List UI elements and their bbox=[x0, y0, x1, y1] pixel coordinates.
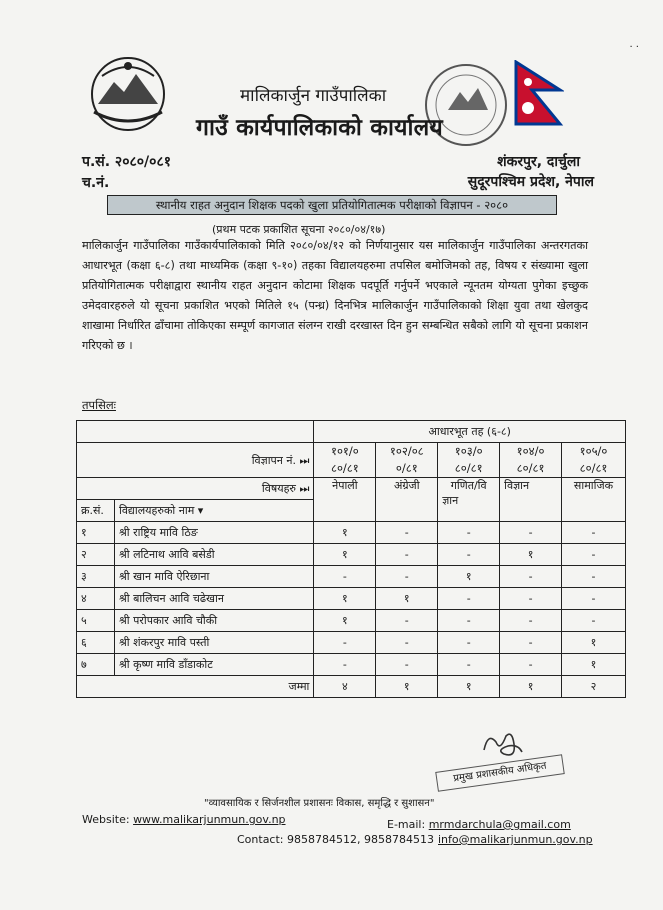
col-school-header: विद्यालयहरुको नाम ▾ bbox=[114, 500, 313, 522]
col-sn-header: क्र.सं. bbox=[77, 500, 115, 522]
row-count-cell: १ bbox=[500, 544, 562, 566]
row-school-name: श्री राष्ट्रिय मावि ठिङ bbox=[114, 522, 313, 544]
row-sn: ४ bbox=[77, 588, 115, 610]
row-count-cell: - bbox=[500, 632, 562, 654]
signature-mark bbox=[478, 728, 526, 762]
row-school-name: श्री बालिचन आवि चढेखान bbox=[114, 588, 313, 610]
row-sn: ५ bbox=[77, 610, 115, 632]
row-count-cell: - bbox=[438, 654, 500, 676]
row-count-cell: - bbox=[376, 544, 438, 566]
ad-code-cell: १०१/० ८०/८१ bbox=[314, 443, 376, 478]
ad-code-cell: १०३/० ८०/८१ bbox=[438, 443, 500, 478]
row-count-cell: - bbox=[562, 588, 626, 610]
row-count-cell: - bbox=[500, 566, 562, 588]
office-name: गाउँ कार्यपालिकाको कार्यालय bbox=[196, 115, 443, 141]
row-count-cell: - bbox=[438, 588, 500, 610]
row-sn: ७ bbox=[77, 654, 115, 676]
subjects-label-cell bbox=[77, 478, 314, 500]
email-link-2[interactable]: info@malikarjunmun.gov.np bbox=[438, 833, 593, 846]
row-count-cell: - bbox=[314, 632, 376, 654]
notice-body: मालिकार्जुन गाउँपालिका गाउँकार्यपालिकाको मिति २०८०/०४/१२ को निर्णयानुसार यस मालिकार्जुन गाउँपालिका अन्तरगतका आधारभूत (कक्षा ६-८) तथा माध्यमिक (कक्षा ९-१०) तहका विद्यालयहरुमा तपसिल बमोजिमको तह, विषय र संख्यामा खुला प्रतियोगितात्मक परीक्षाद्वारा स्थानीय राहत अनुदान कोटामा शिक्षक पदपूर्ति गर्नुपर्ने भएकाले न्यूनतम योग्यता पुगेका इच्छुक उमेदवारहरुले यो सूचना प्रकाशित भएको मितिले १५ (पन्ध्र) दिनभित्र मालिकार्जुन गाउँपालिकाको शिक्षा युवा तथा खेलकुद शाखामा निर्धारित ढाँचामा तोकिएका सम्पूर्ण कागजात संलग्न राखी दरखास्त दिन हुन सम्बन्धित सबैको लागि यो सूचना प्रकाशन गरिएको छ । bbox=[82, 239, 588, 352]
row-count-cell: - bbox=[562, 610, 626, 632]
row-count-cell: - bbox=[314, 654, 376, 676]
ad-no-label: विज्ञापन नं. bbox=[251, 453, 297, 467]
ad-code-cell: १०४/० ८०/८१ bbox=[500, 443, 562, 478]
fast-forward-icon: ⏭ bbox=[299, 482, 310, 495]
row-school-name: श्री परोपकार आवि चौकी bbox=[114, 610, 313, 632]
row-count-cell: - bbox=[438, 610, 500, 632]
row-count-cell: १ bbox=[562, 632, 626, 654]
row-school-name: श्री लटिनाथ आवि बसेडी bbox=[114, 544, 313, 566]
subjects-label: विषयहरु bbox=[261, 482, 297, 495]
row-count-cell: - bbox=[376, 654, 438, 676]
address-line-1: शंकरपुर, दार्चुला bbox=[497, 154, 580, 170]
email-label: E-mail: bbox=[387, 818, 426, 831]
total-cell: १ bbox=[500, 676, 562, 698]
officer-stamp: प्रमुख प्रशासकीय अधिकृत bbox=[435, 754, 565, 792]
row-count-cell: - bbox=[438, 632, 500, 654]
row-count-cell: १ bbox=[314, 522, 376, 544]
row-count-cell: १ bbox=[314, 544, 376, 566]
row-sn: ६ bbox=[77, 632, 115, 654]
subject-cell: सामाजिक bbox=[562, 478, 626, 522]
total-cell: ४ bbox=[314, 676, 376, 698]
row-count-cell: - bbox=[376, 610, 438, 632]
row-sn: १ bbox=[77, 522, 115, 544]
total-cell: १ bbox=[376, 676, 438, 698]
level-heading: आधारभूत तह (६-८) bbox=[314, 421, 626, 443]
row-count-cell: - bbox=[500, 610, 562, 632]
row-count-cell: - bbox=[376, 522, 438, 544]
row-count-cell: - bbox=[562, 522, 626, 544]
subject-cell: अंग्रेजी bbox=[376, 478, 438, 522]
website-line bbox=[82, 813, 286, 826]
ad-code-cell: १०२/०८ ०/८१ bbox=[376, 443, 438, 478]
row-count-cell: १ bbox=[376, 588, 438, 610]
email-link[interactable]: mrmdarchula@gmail.com bbox=[428, 818, 571, 831]
table-row bbox=[77, 610, 626, 632]
table-row bbox=[77, 522, 626, 544]
publication-note: (प्रथम पटक प्रकाशित सूचना २०८०/०४/१७) bbox=[212, 223, 386, 236]
reference-number: प.सं. २०८०/०८१ bbox=[82, 154, 171, 170]
row-count-cell: - bbox=[314, 566, 376, 588]
nepal-emblem-icon bbox=[84, 52, 172, 136]
website-label: Website: bbox=[82, 813, 130, 826]
total-cell: १ bbox=[438, 676, 500, 698]
row-count-cell: - bbox=[562, 544, 626, 566]
notice-subject: स्थानीय राहत अनुदान शिक्षक पदको खुला प्रतियोगितात्मक परीक्षाको विज्ञापन - २०८० bbox=[107, 195, 557, 215]
row-count-cell: - bbox=[562, 566, 626, 588]
fast-forward-icon: ⏭ bbox=[299, 453, 310, 467]
table-row bbox=[77, 566, 626, 588]
row-count-cell: १ bbox=[314, 610, 376, 632]
address-line-2: सुदूरपश्चिम प्रदेश, नेपाल bbox=[467, 174, 594, 190]
ad-no-label-cell bbox=[77, 443, 314, 478]
row-school-name: श्री कृष्ण मावि डाँडाकोट bbox=[114, 654, 313, 676]
subject-cell: गणित/वि ज्ञान bbox=[438, 478, 500, 522]
scan-speck: · · bbox=[629, 42, 639, 53]
row-count-cell: १ bbox=[314, 588, 376, 610]
row-count-cell: १ bbox=[562, 654, 626, 676]
row-school-name: श्री शंकरपुर मावि पस्ती bbox=[114, 632, 313, 654]
schedule-label: तपसिलः bbox=[82, 398, 116, 412]
row-sn: ३ bbox=[77, 566, 115, 588]
table-row bbox=[77, 654, 626, 676]
table-row bbox=[77, 632, 626, 654]
row-count-cell: १ bbox=[438, 566, 500, 588]
total-cell: २ bbox=[562, 676, 626, 698]
row-count-cell: - bbox=[500, 522, 562, 544]
subject-cell: विज्ञान bbox=[500, 478, 562, 522]
row-count-cell: - bbox=[500, 588, 562, 610]
row-count-cell: - bbox=[376, 632, 438, 654]
row-count-cell: - bbox=[438, 522, 500, 544]
slogan: "व्यावसायिक र सिर्जनशील प्रशासनः विकास, समृद्धि र सुशासन" bbox=[204, 798, 435, 809]
email-line bbox=[387, 818, 571, 831]
nepal-flag-icon bbox=[514, 60, 564, 126]
table-row bbox=[77, 588, 626, 610]
subject-cell: नेपाली bbox=[314, 478, 376, 522]
row-sn: २ bbox=[77, 544, 115, 566]
total-label: जम्मा bbox=[77, 676, 314, 698]
row-count-cell: - bbox=[438, 544, 500, 566]
website-link[interactable]: www.malikarjunmun.gov.np bbox=[133, 813, 286, 826]
row-count-cell: - bbox=[500, 654, 562, 676]
dispatch-number: च.नं. bbox=[82, 175, 110, 191]
table-row bbox=[77, 544, 626, 566]
row-school-name: श्री खान मावि ऐरिछाना bbox=[114, 566, 313, 588]
contact-numbers: Contact: 9858784512, 9858784513 bbox=[237, 833, 434, 846]
vacancy-table bbox=[76, 420, 626, 698]
ad-code-cell: १०५/० ८०/८१ bbox=[562, 443, 626, 478]
org-name: मालिकार्जुन गाउँपालिका bbox=[240, 86, 387, 106]
table-corner bbox=[77, 421, 314, 443]
row-count-cell: - bbox=[376, 566, 438, 588]
